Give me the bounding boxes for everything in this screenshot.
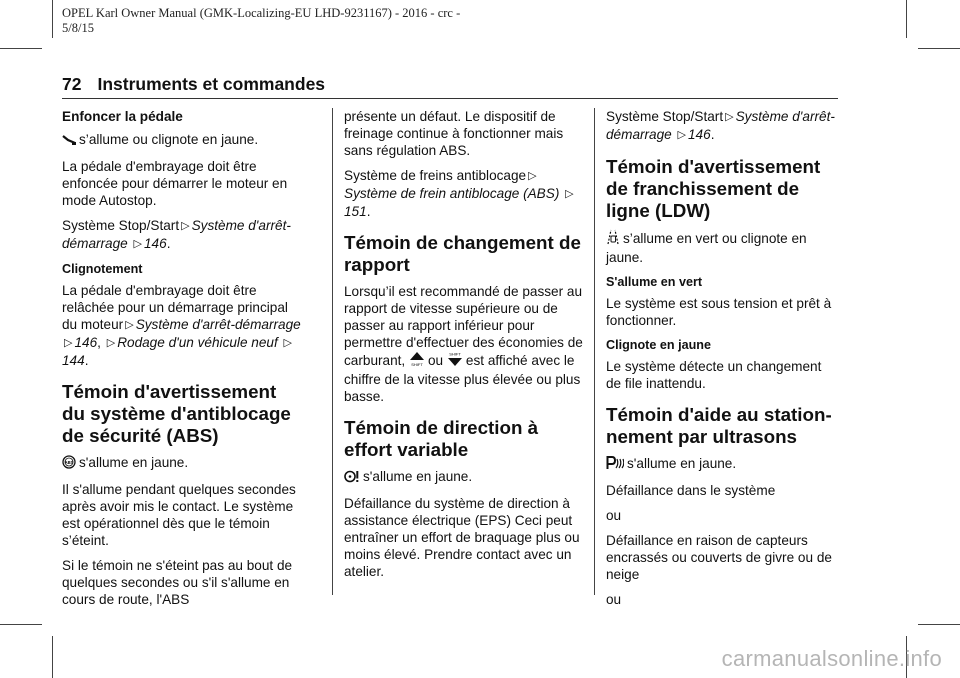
paragraph: s'allume en jaune. — [606, 455, 838, 474]
section-title: Témoin de direction à effort variable — [344, 417, 539, 460]
paragraph: présente un défaut. Le dispositif de freinage continue à fonctionner mais sans régulation ABS. — [344, 109, 564, 158]
abs-warning-icon — [62, 455, 76, 473]
cross-reference-link[interactable]: Rodage d'un véhicule neuf — [117, 335, 278, 350]
paragraph: ABS s'allume en jaune. — [62, 454, 302, 473]
column-3 — [606, 108, 838, 616]
paragraph: s'allume en jaune. — [344, 468, 584, 487]
pointer-triangle-icon: ▷ — [565, 188, 574, 200]
paragraph: s’allume en vert ou clignote en jaune. — [606, 231, 807, 265]
paragraph: Le système détecte un changement de file inattendu. — [606, 359, 822, 391]
lane-departure-icon — [606, 229, 620, 249]
section-heading: Enfoncer la pédale — [62, 109, 183, 124]
paragraph: La pédale d'embrayage doit être relâchée pour un démarrage principal du moteur ▷ Système d'arrêt-démarrage ▷ 146, ▷ Rodage d'un véhicule neuf ▷144. — [62, 283, 301, 368]
shift-down-icon — [447, 351, 463, 371]
paragraph: Le système est sous tension et prêt à fonctionner. — [606, 296, 832, 328]
page-reference[interactable]: 151 — [344, 204, 367, 219]
page-number: 72 — [62, 74, 82, 94]
paragraph: Système Stop/Start ▷ Système d'arrêt-démarrage ▷ 146. — [62, 218, 291, 251]
pointer-triangle-icon: ▷ — [181, 220, 190, 232]
shift-up-icon — [409, 351, 425, 371]
parking-assist-icon — [606, 456, 624, 474]
header-line-1: OPEL Karl Owner Manual (GMK-Localizing-EU LHD-9231167) - 2016 - crc - — [62, 6, 461, 20]
pointer-triangle-icon: ▷ — [283, 337, 292, 349]
column-2 — [344, 108, 584, 588]
subheading: Clignotement — [62, 262, 143, 276]
section-title: Témoin d'aide au stationnement par ultrasons — [606, 404, 832, 447]
header-line-2: 5/8/15 — [62, 21, 94, 35]
paragraph: Défaillance dans le système — [606, 483, 776, 498]
pointer-triangle-icon: ▷ — [106, 337, 116, 349]
cross-reference-link[interactable]: Système d'arrêt-démarrage — [606, 109, 835, 142]
paragraph: Système de freins antiblocage ▷Système de frein antiblocage (ABS) ▷151. — [344, 168, 574, 219]
paragraph: La pédale d'embrayage doit être enfoncée pour démarrer le moteur en mode Autostop. — [62, 159, 288, 208]
paragraph: s’allume ou clignote en jaune. — [62, 131, 302, 150]
shift-label: SHIFT — [411, 362, 423, 367]
title-rule — [62, 98, 838, 99]
column-separator — [332, 108, 333, 595]
column-1 — [62, 108, 302, 616]
paragraph: Système Stop/Start ▷ Système d'arrêt-démarrage ▷ 146. — [606, 109, 835, 142]
paragraph: Il s'allume pendant quelques secondes après avoir mis le contact. Le système est opérationnel dès que le témoin s’éteint. — [62, 482, 296, 548]
crop-mark — [52, 636, 53, 678]
shift-label: SHIFT — [449, 351, 461, 357]
page-reference[interactable]: 146 — [688, 127, 711, 142]
paragraph: Défaillance du système de direction à assistance électrique (EPS) Ceci peut entraîner un effort de braquage plus ou moins élevé. Prendre contact avec un atelier. — [344, 496, 580, 579]
pointer-triangle-icon: ▷ — [528, 170, 537, 182]
pointer-triangle-icon: ▷ — [125, 319, 134, 331]
paragraph: ou — [606, 592, 622, 607]
subheading: Clignote en jaune — [606, 338, 711, 352]
crop-mark — [918, 624, 960, 625]
cross-reference-link[interactable]: Système de frein antiblocage (ABS) — [344, 186, 560, 201]
crop-mark — [918, 48, 960, 49]
pointer-triangle-icon: ▷ — [677, 129, 686, 141]
page-reference[interactable]: 144 — [62, 353, 85, 368]
column-separator — [594, 108, 595, 595]
page-title-row — [62, 74, 838, 98]
crop-mark — [906, 0, 907, 38]
cross-reference-link[interactable]: Système d'arrêt-démarrage — [62, 218, 291, 251]
pointer-triangle-icon: ▷ — [64, 337, 73, 349]
power-steering-icon — [344, 470, 360, 487]
crop-mark — [0, 624, 42, 625]
watermark: carmanualsonline.info — [721, 646, 942, 671]
document-header — [62, 6, 460, 36]
clutch-pedal-icon — [62, 133, 76, 150]
crop-mark — [52, 0, 53, 38]
pointer-triangle-icon: ▷ — [725, 111, 734, 123]
page-title: Instruments et commandes — [97, 74, 326, 94]
page-reference[interactable]: 146 — [74, 335, 98, 350]
section-title: Témoin d'avertissement du système d'antiblocage de sécurité (ABS) — [62, 381, 291, 446]
paragraph: ou — [606, 508, 622, 523]
paragraph: Si le témoin ne s'éteint pas au bout de quelques secondes ou s'il s'allume en cours de route, l'ABS — [62, 558, 293, 607]
section-title: Témoin de changement de rapport — [344, 232, 581, 275]
crop-mark — [0, 48, 42, 49]
subheading: S'allume en vert — [606, 275, 703, 289]
page-reference[interactable]: 146 — [144, 236, 167, 251]
svg-text:ABS: ABS — [64, 460, 74, 465]
paragraph: Défaillance en raison de capteurs encrassés ou couverts de givre ou de neige — [606, 533, 832, 582]
cross-reference-link[interactable]: Système d'arrêt-démarrage — [135, 317, 301, 332]
section-title: Témoin d'avertissement de franchissement de ligne (LDW) — [606, 156, 821, 221]
paragraph: Lorsqu’il est recommandé de passer au rapport de vitesse supérieure ou de passer au rapport inférieur pour permettre d'effectuer des économies de carburant, SHIFT ou SHIFT est affiché avec le chiffre de la vitesse plus élevée ou plus basse. — [344, 284, 583, 404]
pointer-triangle-icon: ▷ — [133, 238, 142, 250]
